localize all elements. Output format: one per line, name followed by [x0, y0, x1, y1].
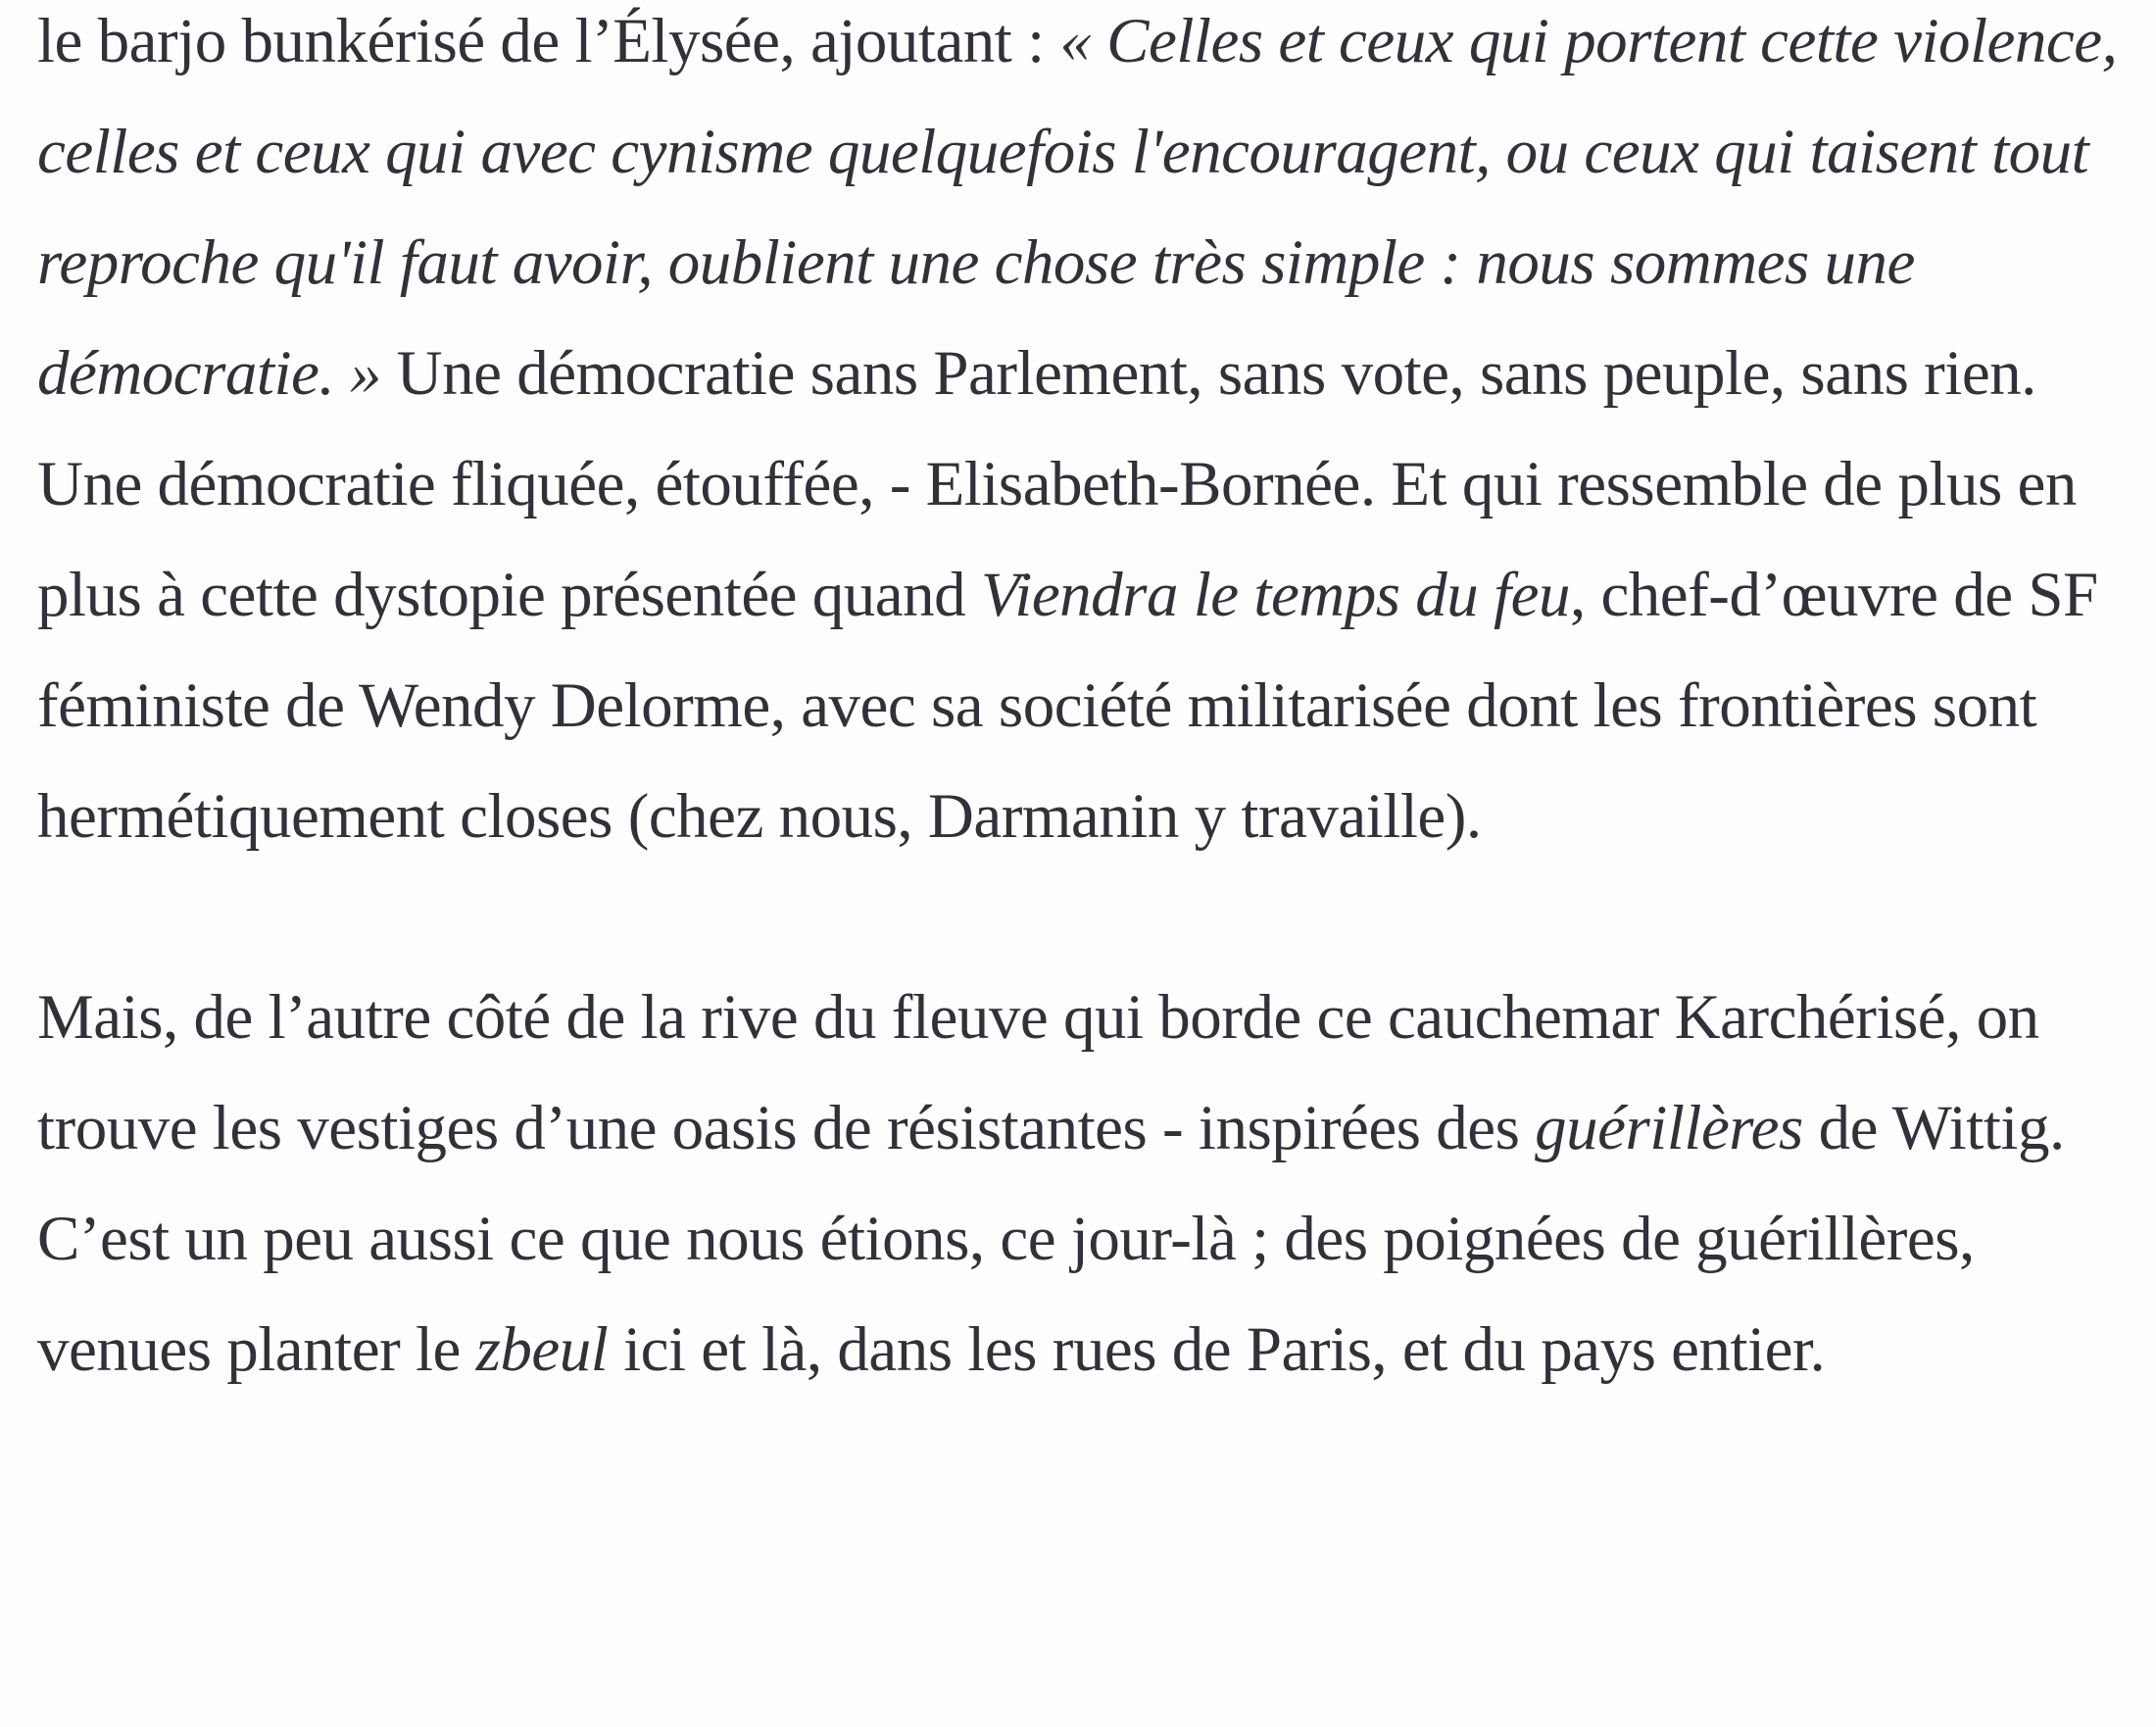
- article-paragraph-2: [37, 962, 2129, 1406]
- body-text: Une démocratie sans Parlement, sans vote, sans peuple, sans rien. Une démocratie fliquée, étouffée, - Elisabeth-Bornée. Et qui ressemble de plus en plus à cette dystopie présentée quand: [37, 338, 2077, 630]
- italic-text: guérillères: [1535, 1093, 1803, 1163]
- italic-text: zbeul: [475, 1314, 609, 1385]
- body-text: , chef-d’œuvre de SF féministe de Wendy Delorme, avec sa société militarisée dont les frontières sont hermétiquement closes (chez nous, Darmanin y travaille).: [37, 560, 2098, 852]
- italic-text: « Celles et ceux qui portent cette violence, celles et ceux qui avec cynisme quelquefois l'encouragent, ou ceux qui taisent tout reproche qu'il faut avoir, oublient une chose très simple : nous sommes une démocratie. »: [37, 6, 2118, 409]
- italic-text: Viendra le temps du feu: [980, 560, 1570, 630]
- body-text: ici et là, dans les rues de Paris, et du pays entier.: [608, 1314, 1826, 1385]
- body-text: Mais, de l’autre côté de la rive du fleuve qui borde ce cauchemar Karchérisé, on trouve les vestiges d’une oasis de résistantes - inspirées des: [37, 982, 2039, 1163]
- article-paragraph-1: [37, 0, 2129, 872]
- body-text: le barjo bunkérisé de l’Élysée, ajoutant :: [37, 6, 1060, 76]
- body-text: de Wittig. C’est un peu aussi ce que nous étions, ce jour-là ; des poignées de guérillères, venues planter le: [37, 1093, 2065, 1385]
